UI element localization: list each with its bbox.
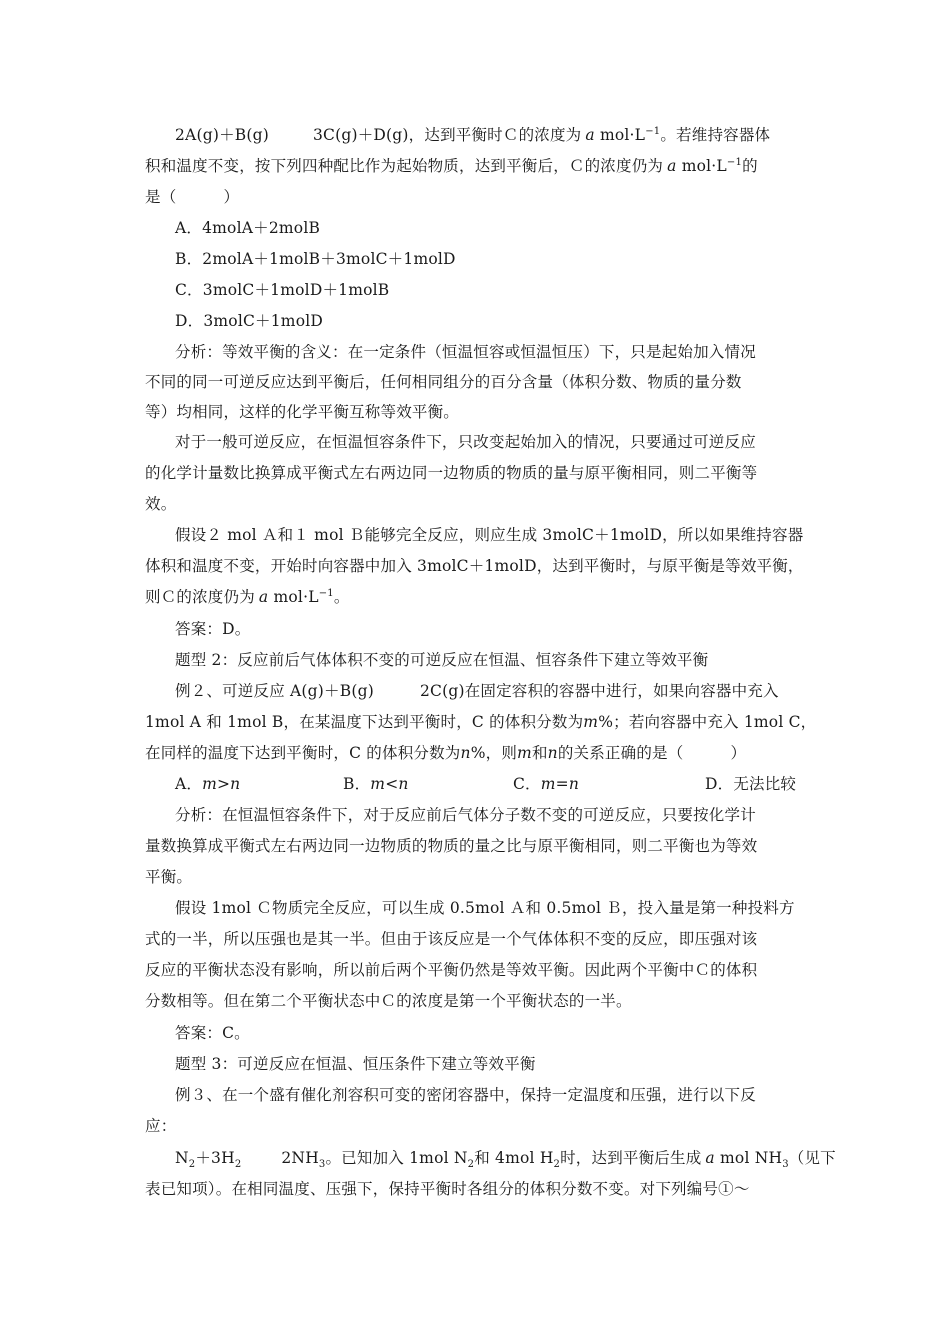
text-line: $N_2+3H_2$ $2NH_3$。已知加入 1mol $N_2$和 4mol $H_2$时，达到平衡后生成 a mol $NH_3$（见下 xyxy=(175,1149,836,1171)
text-line: 等）均相同，这样的化学平衡互称等效平衡。 xyxy=(145,403,460,421)
text-line: 分析：等效平衡的含义：在一定条件（恒温恒容或恒温恒压）下，只是起始加入情况 xyxy=(175,343,756,361)
option-c: C．3molC＋1molD＋1molB xyxy=(175,281,390,299)
text-line: 效。 xyxy=(145,495,177,513)
text-line: 体积和温度不变，开始时向容器中加入 3molC＋1molD，达到平衡时，与原平衡是等效平衡， xyxy=(145,557,804,575)
text-line: 表已知项）。在相同温度、压强下，保持平衡时各组分的体积分数不变。对下列编号①～ xyxy=(145,1180,750,1198)
text-line: 在同样的温度下达到平衡时，C 的体积分数为n%，则m和n的关系正确的是（ ） xyxy=(145,744,747,762)
equation-reactants: 2A(g)＋B(g) xyxy=(175,126,269,144)
text-line: 假设 1mol Ｃ物质完全反应，可以生成 0.5mol Ａ和 0.5mol Ｂ，投入量是第一种投料方 xyxy=(175,899,795,917)
text-line: 不同的同一可逆反应达到平衡后，任何相同组分的百分含量（体积分数、物质的量分数 xyxy=(145,373,742,391)
text-line: 2A(g)＋B(g) 3C(g)＋D(g)，达到平衡时Ｃ的浓度为 a $mol\cdot L^{-1}$。若维持容器体 xyxy=(175,125,771,144)
choice-a: A．m>n xyxy=(175,775,241,793)
text-line: 应： xyxy=(145,1117,177,1135)
text-line: 分数相等。但在第二个平衡状态中Ｃ的浓度是第一个平衡状态的一半。 xyxy=(145,992,632,1010)
text-line: 对于一般可逆反应，在恒温恒容条件下，只改变起始加入的情况，只要通过可逆反应 xyxy=(175,433,756,451)
text-line: 反应的平衡状态没有影响，所以前后两个平衡仍然是等效平衡。因此两个平衡中Ｃ的体积 xyxy=(145,961,758,979)
text-line: 1mol A 和 1mol B，在某温度下达到平衡时，C 的体积分数为m%；若向容器中充入 1mol C， xyxy=(145,713,817,731)
text-line: 是（ ） xyxy=(145,188,240,206)
text-line: 假设２ mol Ａ和１ mol Ｂ能够完全反应，则应生成 3molC＋1molD，所以如果维持容器 xyxy=(175,526,804,544)
choice-b: B．m<n xyxy=(343,775,409,793)
answer-line: 答案：C。 xyxy=(175,1024,250,1042)
text-line: 则Ｃ的浓度仍为 a $mol\cdot L^{-1}$。 xyxy=(145,587,350,606)
text-line: 平衡。 xyxy=(145,868,193,886)
choice-c: C．m=n xyxy=(513,775,580,793)
choice-d: D．无法比较 xyxy=(705,775,797,793)
section-heading: 题型 2：反应前后气体体积不变的可逆反应在恒温、恒容条件下建立等效平衡 xyxy=(175,651,709,669)
answer-line: 答案：D。 xyxy=(175,620,251,638)
text-line: 例３、在一个盛有催化剂容积可变的密闭容器中，保持一定温度和压强，进行以下反 xyxy=(175,1086,756,1104)
text-line: 量数换算成平衡式左右两边同一边物质的物质的量之比与原平衡相同，则二平衡也为等效 xyxy=(145,837,758,855)
section-heading: 题型 3：可逆反应在恒温、恒压条件下建立等效平衡 xyxy=(175,1055,536,1073)
option-a: A．4molA＋2molB xyxy=(175,219,321,237)
text-line: 积和温度不变，按下列四种配比作为起始物质，达到平衡后，Ｃ的浓度仍为 a $mol\cdot L^{-1}$的 xyxy=(145,156,758,175)
text-line: 式的一半，所以压强也是其一半。但由于该反应是一个气体体积不变的反应，即压强对该 xyxy=(145,930,758,948)
option-d: D．3molC＋1molD xyxy=(175,312,324,330)
option-b: B．2molA＋1molB＋3molC＋1molD xyxy=(175,250,456,268)
text-line: 的化学计量数比换算成平衡式左右两边同一边物质的物质的量与原平衡相同，则二平衡等 xyxy=(145,464,758,482)
text-line: 例２、可逆反应 A(g)＋B(g) 2C(g)在固定容积的容器中进行，如果向容器中充入 xyxy=(175,682,779,700)
text-line: 分析：在恒温恒容条件下，对于反应前后气体分子数不变的可逆反应，只要按化学计 xyxy=(175,806,756,824)
